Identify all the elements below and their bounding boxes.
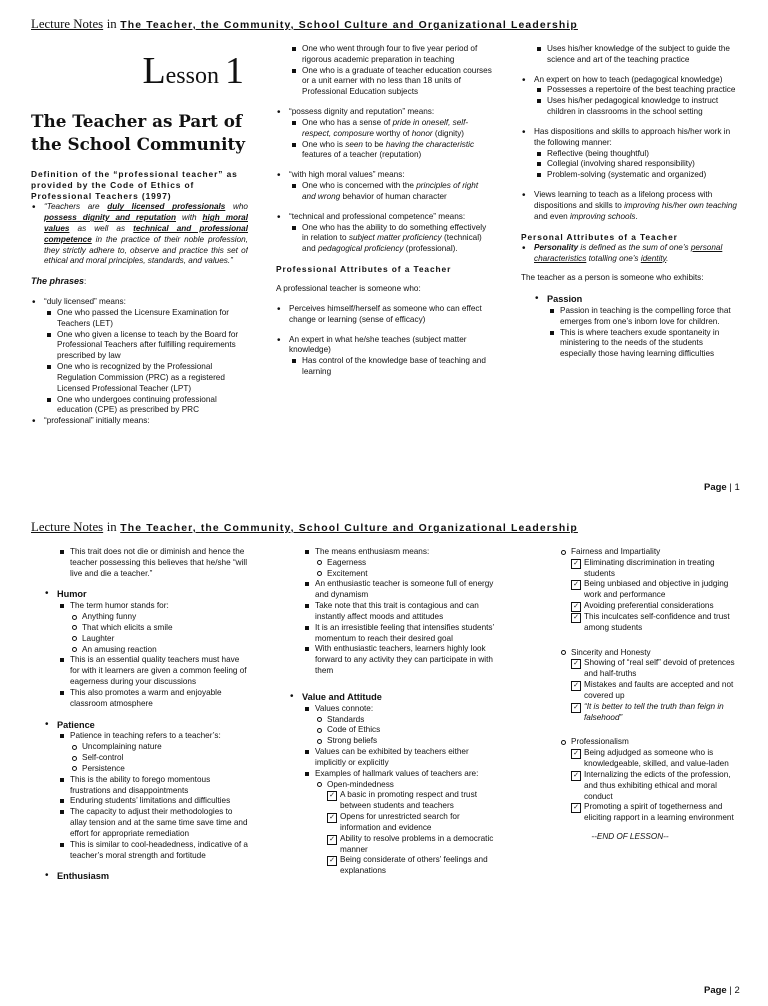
list-item: • Patience Patience in teaching refers to a teacher’s: Uncomplaining nature Self-control Persistence This is the ability to forego momentous frustrations and disappointments Enduring students’ limitations and difficulties The capacity to adjust their methodologies to allay tension and at the same time save time and effort for appropriate remediation This is similar to cool-headedness, indicative of a teacher’s moral strength and fortitude xyxy=(44,719,248,862)
list-item: Take note that this trait is contagious and can instantly affect moods and attitudes xyxy=(302,601,494,623)
attributes-intro: A professional teacher is someone who: xyxy=(276,284,421,294)
list-item: • Passion Passion in teaching is the compelling force that emerges from one’s inborn love for children. This is where teachers exude spontaneity in ministering to the needs of the students especially those having learning difficulties xyxy=(534,293,739,360)
list-item: That which elicits a smile xyxy=(70,623,248,634)
page-header xyxy=(31,16,578,33)
page-header xyxy=(31,519,578,536)
list-item: Fairness and Impartiality ✓ Eliminating discrimination in treating students ✓ Being unbiased and objective in judging work and performance ✓ Avoiding preferential considerations ✓ This inculcates self-confidence and trust among students xyxy=(559,547,739,634)
list-item: Has control of the knowledge base of teaching and learning xyxy=(289,356,494,378)
list-item: Enduring students’ limitations and difficulties xyxy=(57,796,248,807)
list-item: Problem-solving (systematic and organized) xyxy=(534,170,739,181)
quote-list xyxy=(31,202,248,267)
lesson-number: Lesson 1 xyxy=(142,50,244,92)
list-item: One who has a sense of pride in oneself, self-respect, composure worthy of honor (dignity) xyxy=(289,118,494,140)
list-item: Strong beliefs xyxy=(315,736,494,747)
list-item: • Has dispositions and skills to approach his/her work in the following manner: Reflective (being thoughtful) Collegial (involving shared responsibility) Problem-solving (systematic and organized) xyxy=(521,127,739,181)
page2-column-1 xyxy=(31,547,248,977)
end-of-lesson: --END OF LESSON-- xyxy=(591,832,669,842)
list-item: Persistence xyxy=(70,764,248,775)
list-item: ✓ Internalizing the edicts of the profession, and thus exhibiting ethical and moral conduct xyxy=(571,770,739,802)
header-course-title: The Teacher, the Community, School Culture and Organizational Leadership xyxy=(120,523,578,534)
page1-column-3 xyxy=(521,44,739,474)
list-item: With enthusiastic teachers, learners highly look forward to any activity they can participate in with them xyxy=(302,644,494,676)
list-item: Sincerity and Honesty ✓ Showing of “real self” devoid of pretences and half-truths ✓ Mistakes and faults are accepted and not covered up ✓ “It is better to tell the truth than feign in falsehood” xyxy=(559,648,739,724)
page1-column-1 xyxy=(31,46,248,474)
definition-heading: Definition of the “professional teacher” as provided by the Code of Ethics of Professional Teachers (1997) xyxy=(31,169,238,202)
page2-column-3 xyxy=(521,547,739,977)
list-item: One who undergoes continuing professional education (CPE) as prescribed by PRC xyxy=(44,395,248,417)
list-item: This is the ability to forego momentous frustrations and disappointments xyxy=(57,775,248,797)
list-item: It is an irresistible feeling that intensifies students’ momentum to reach their desired goal xyxy=(302,623,494,645)
list-item: ✓ “It is better to tell the truth than feign in falsehood” xyxy=(571,702,739,724)
header-in: in xyxy=(106,520,117,534)
list-item: • Views learning to teach as a lifelong process with dispositions and skills to improving his/her own teaching and even improving schools. xyxy=(521,190,739,222)
list-item: Uncomplaining nature xyxy=(70,742,248,753)
list-item: • “technical and professional competence” means: One who has the ability to do something effectively in relation to subject matter proficiency (technical) and pedagogical proficiency (professional). xyxy=(276,212,494,255)
page-number: Page | 2 xyxy=(704,985,740,996)
lesson-title: The Teacher as Part of the School Community xyxy=(31,111,245,154)
list-item: ✓ Being adjudged as someone who is knowledgeable, skilled, and value-laden xyxy=(571,748,739,770)
list-item: ✓ Opens for unrestricted search for information and evidence xyxy=(327,812,494,834)
list-item: This is where teachers exude spontaneity in ministering to the needs of the students especially those having learning difficulties xyxy=(547,328,739,360)
page1-column-2 xyxy=(276,44,494,474)
list-item: An enthusiastic teacher is someone full of energy and dynamism xyxy=(302,579,494,601)
list-item: ✓ This inculcates self-confidence and trust among students xyxy=(571,612,739,634)
header-course-title: The Teacher, the Community, School Culture and Organizational Leadership xyxy=(120,20,578,31)
list-item: Open-mindedness ✓ A basic in promoting respect and trust between students and teachers ✓ Opens for unrestricted search for information and evidence ✓ Ability to resolve problems in a democratic manner ✓ Being considerate of others’ feelings and explanations xyxy=(315,780,494,877)
definition-quote: • “Teachers are duly licensed professionals who possess dignity and reputation with high moral values as well as technical and professional competence in the practice of their noble profession, they strictly adhere to, observe and practice this set of ethical and moral principles, standards, and values.” xyxy=(31,202,248,267)
list-item: Excitement xyxy=(315,569,494,580)
list-item: • An expert on how to teach (pedagogical knowledge) Possesses a repertoire of the best teaching practice Uses his/her pedagogical knowledge to instruct children in classrooms in the school setting xyxy=(521,75,739,118)
list-item: One who is concerned with the principles of right and wrong behavior of human character xyxy=(289,181,494,203)
professional-attributes-heading: Professional Attributes of a Teacher xyxy=(276,264,452,275)
personal-attributes-heading: Personal Attributes of a Teacher xyxy=(521,231,678,242)
list-item: Professionalism ✓ Being adjudged as someone who is knowledgeable, skilled, and value-laden ✓ Internalizing the edicts of the profession, and thus exhibiting ethical and moral conduct ✓ Promoting a spirit of togetherness and eliciting rapport in a learning environment xyxy=(559,737,739,824)
header-lecture-notes: Lecture Notes xyxy=(31,520,104,534)
list-item: Anything funny xyxy=(70,612,248,623)
header-in: in xyxy=(106,17,117,31)
list-item: • “with high moral values” means: One who is concerned with the principles of right and wrong behavior of human character xyxy=(276,170,494,202)
list-item: • “duly licensed” means: One who passed the Licensure Examination for Teachers (LET) One who given a license to teach by the Board for Professional Teachers after fulfilling requirements prescribed by law One who is recognized by the Professional Regulation Commission (PRC) as a registered Licensed Professional Teacher (LPT) One who undergoes continuing professional education (CPE) as prescribed by PRC xyxy=(31,297,248,416)
list-item: Code of Ethics xyxy=(315,725,494,736)
list-item: Self-control xyxy=(70,753,248,764)
list-item: Uses his/her pedagogical knowledge to instruct children in classrooms in the school setting xyxy=(534,96,739,118)
list-item: ✓ Ability to resolve problems in a democratic manner xyxy=(327,834,494,856)
list-item: ✓ Promoting a spirit of togetherness and eliciting rapport in a learning environment xyxy=(571,802,739,824)
page2-column-2 xyxy=(276,547,494,977)
list-item: Passion in teaching is the compelling force that emerges from one’s inborn love for children. xyxy=(547,306,739,328)
list-item: One who is a graduate of teacher education courses or a unit earner with no less than 18 units of Professional Education subjects xyxy=(289,66,494,98)
list-item: ✓ Avoiding preferential considerations xyxy=(571,601,739,612)
phrases-list xyxy=(31,297,248,427)
list-item: One who is recognized by the Professional Regulation Commission (PRC) as a registered Licensed Professional Teacher (LPT) xyxy=(44,362,248,394)
list-item: The means enthusiasm means: Eagerness Excitement xyxy=(302,547,494,579)
list-item: ✓ Mistakes and faults are accepted and not covered up xyxy=(571,680,739,702)
list-item: This is an essential quality teachers must have for with it learners are given a common feeling of eagerness during your discussions xyxy=(57,655,248,687)
list-item: • “professional” initially means: xyxy=(31,416,248,427)
list-item: Standards xyxy=(315,715,494,726)
list-item: Eagerness xyxy=(315,558,494,569)
list-item: The term humor stands for: Anything funny That which elicits a smile Laughter An amusing reaction xyxy=(57,601,248,655)
list-item: ✓ A basic in promoting respect and trust between students and teachers xyxy=(327,790,494,812)
list-item: Possesses a repertoire of the best teaching practice xyxy=(534,85,739,96)
list-item: The capacity to adjust their methodologies to allay tension and at the same time save time and effort for appropriate remediation xyxy=(57,807,248,839)
header-lecture-notes: Lecture Notes xyxy=(31,17,104,31)
list-item: ✓ Being unbiased and objective in judging work and performance xyxy=(571,579,739,601)
list-item: • Enthusiasm xyxy=(44,870,248,883)
list-item: Values connote: Standards Code of Ethics Strong beliefs xyxy=(302,704,494,747)
list-item: Laughter xyxy=(70,634,248,645)
list-item: • Personality is defined as the sum of one’s personal characteristics totalling one’s identity. xyxy=(521,243,739,265)
phrases-label: The phrases: xyxy=(31,276,87,287)
list-item: ✓ Eliminating discrimination in treating students xyxy=(571,558,739,580)
list-item: One who went through four to five year period of rigorous academic preparation in teaching xyxy=(289,44,494,66)
exhibits-intro: The teacher as a person is someone who exhibits: xyxy=(521,273,704,283)
page-2 xyxy=(0,503,768,1006)
list-item: One who passed the Licensure Examination for Teachers (LET) xyxy=(44,308,248,330)
list-item: Patience in teaching refers to a teacher’s: Uncomplaining nature Self-control Persistence xyxy=(57,731,248,774)
list-item: Values can be exhibited by teachers either implicitly or explicitly xyxy=(302,747,494,769)
list-item: This also promotes a warm and enjoyable classroom atmosphere xyxy=(57,688,248,710)
list-item: ✓ Showing of “real self” devoid of pretences and half-truths xyxy=(571,658,739,680)
list-item: This trait does not die or diminish and hence the teacher possessing this believes that he/she “will live and die a teacher.” xyxy=(57,547,248,579)
list-item: • “possess dignity and reputation” means: One who has a sense of pride in oneself, self-respect, composure worthy of honor (dignity) One who is seen to be having the characteristic features of a teacher (reputation) xyxy=(276,107,494,161)
list-item: One who has the ability to do something effectively in relation to subject matter proficiency (technical) and pedagogical proficiency (professional). xyxy=(289,223,494,255)
list-item: Collegial (involving shared responsibility) xyxy=(534,159,739,170)
list-item: An amusing reaction xyxy=(70,645,248,656)
list-item: ✓ Being considerate of others’ feelings and explanations xyxy=(327,855,494,877)
list-item: One who is seen to be having the characteristic features of a teacher (reputation) xyxy=(289,140,494,162)
list-item: • Humor The term humor stands for: Anything funny That which elicits a smile Laughter An amusing reaction This is an essential quality teachers must have for with it learners are given a common feeling of eagerness during your discussions This also promotes a warm and enjoyable classroom atmosphere xyxy=(44,588,248,709)
list-item: • Value and Attitude Values connote: Standards Code of Ethics Strong beliefs Values can be exhibited by teachers either implicitly or explicitly Examples of hallmark values of teachers are: Open-mindedness ✓ A basic in promoting respect and trust between students and teachers ✓ Opens for unrestricted search for information and evidence ✓ Ability to resolve problems in a democratic manner ✓ Being considerate of others’ feelings and explanations xyxy=(289,691,494,877)
list-item: Reflective (being thoughtful) xyxy=(534,149,739,160)
list-item: This is similar to cool-headedness, indicative of a teacher’s moral strength and fortitude xyxy=(57,840,248,862)
list-item: Examples of hallmark values of teachers are: Open-mindedness ✓ A basic in promoting respect and trust between students and teachers ✓ Opens for unrestricted search for information and evidence ✓ Ability to resolve problems in a democratic manner ✓ Being considerate of others’ feelings and explanations xyxy=(302,769,494,877)
page-number: Page | 1 xyxy=(704,482,740,493)
list-item: • An expert in what he/she teaches (subject matter knowledge) Has control of the knowledge base of teaching and learning xyxy=(276,335,494,378)
list-item: Uses his/her knowledge of the subject to guide the science and art of the teaching practice xyxy=(534,44,739,66)
list-item: • Perceives himself/herself as someone who can effect change or learning (sense of efficacy) xyxy=(276,304,494,326)
list-item: One who given a license to teach by the Board for Professional Teachers after fulfilling requirements prescribed by law xyxy=(44,330,248,362)
